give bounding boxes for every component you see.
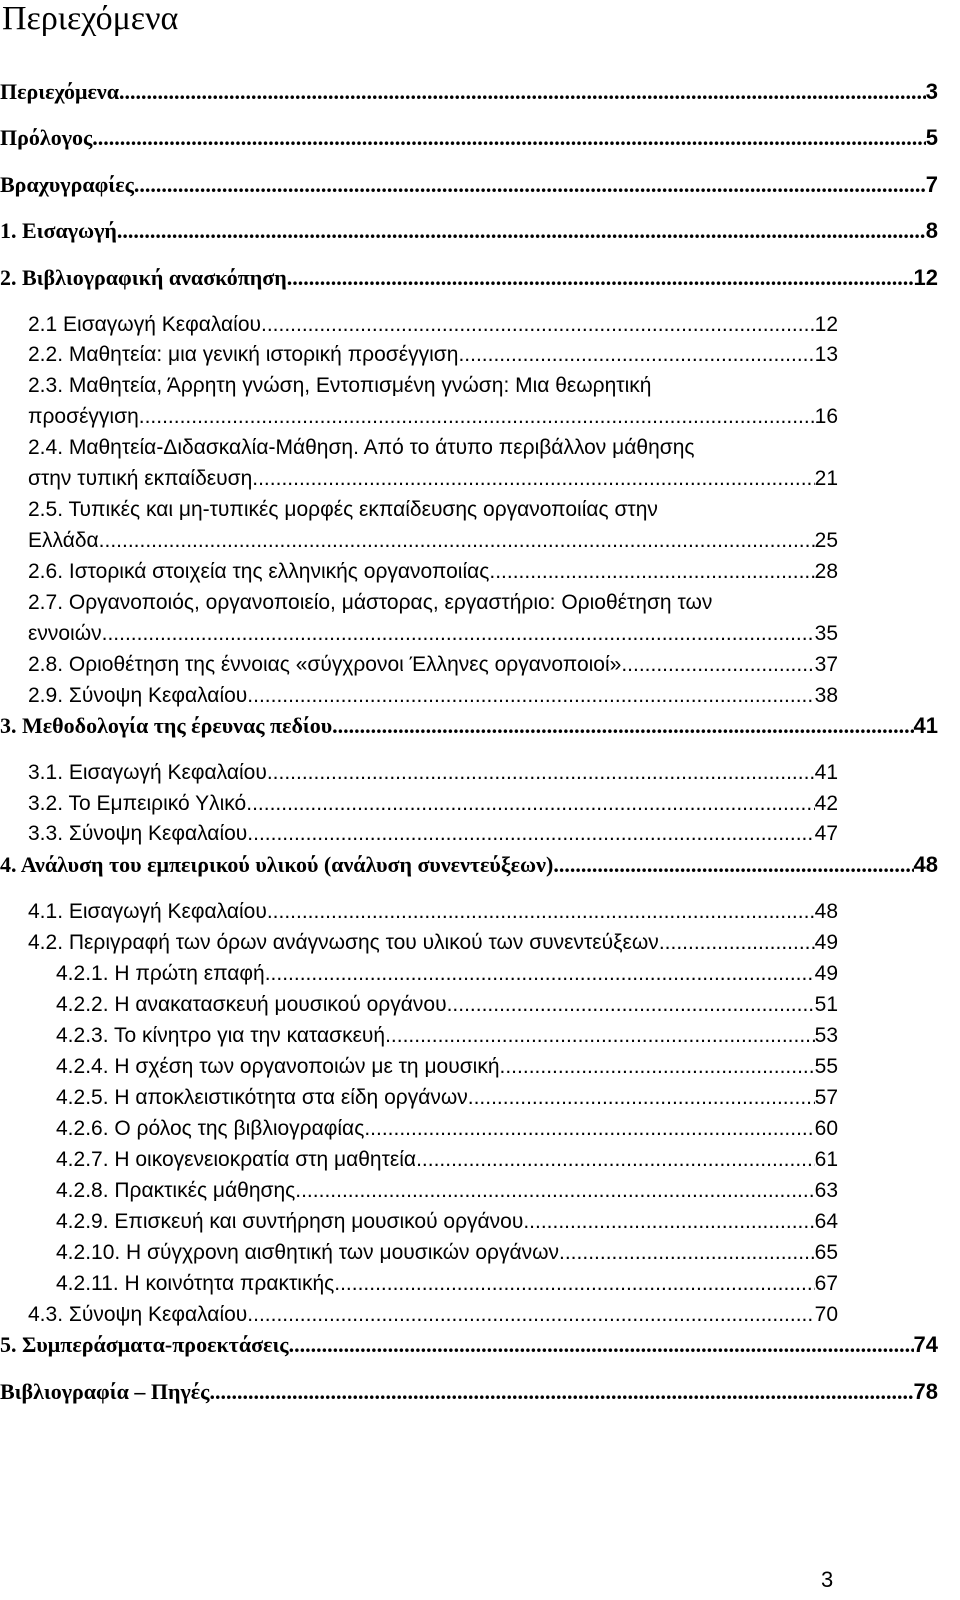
toc-entry-page: 51 [814, 993, 838, 1016]
toc-entry-label: 4.2.10. Η σύγχρονη αισθητική των μουσικών οργάνων [56, 1241, 560, 1264]
leader-dots [247, 1301, 814, 1329]
leader-dots [332, 712, 913, 740]
toc-entry-label: 4.2.4. Η σχέση των οργανοποιών με τη μουσική [56, 1055, 500, 1078]
toc-entry-label: Πρόλογος [0, 125, 93, 150]
toc-entry-page: 74 [913, 1332, 938, 1357]
leader-dots [364, 1115, 814, 1143]
page-title: Περιεχόμενα [2, 0, 179, 37]
leader-dots [252, 465, 814, 493]
leader-dots [416, 1146, 815, 1174]
toc-entry-chapter-3[interactable] [0, 712, 938, 740]
toc-entry-page: 64 [814, 1210, 838, 1233]
toc-entry-2-4[interactable] [28, 465, 838, 493]
toc-entry-page: 21 [814, 467, 838, 490]
leader-dots [267, 898, 815, 926]
toc-entry-page: 41 [814, 761, 838, 784]
toc-entry-page: 8 [925, 218, 938, 243]
toc-entry-2-1[interactable] [28, 311, 838, 339]
toc-entry-2-3-line1[interactable]: 2.3. Μαθητεία, Άρρητη γνώση, Εντοπισμένη γνώση: Μια θεωρητική [28, 374, 652, 397]
toc-entry-page: 53 [814, 1024, 838, 1047]
leader-dots [621, 651, 814, 679]
leader-dots [267, 759, 815, 787]
toc-entry-page: 48 [814, 900, 838, 923]
toc-entry-prologue[interactable] [0, 124, 938, 152]
toc-entry-label: 2.6. Ιστορικά στοιχεία της ελληνικής οργανοποιίας [28, 560, 490, 583]
leader-dots [295, 1177, 814, 1205]
leader-dots [289, 1331, 914, 1359]
toc-entry-3-2[interactable] [28, 790, 838, 818]
toc-entry-page: 78 [913, 1379, 938, 1404]
toc-entry-chapter-4[interactable] [0, 851, 938, 879]
leader-dots [489, 558, 814, 586]
toc-entry-page: 57 [814, 1086, 838, 1109]
toc-entry-2-6[interactable] [28, 558, 838, 586]
toc-entry-4-2-2[interactable] [56, 991, 838, 1019]
toc-entry-2-4-line1[interactable]: 2.4. Μαθητεία-Διδασκαλία-Μάθηση. Από το άτυπο περιβάλλον μάθησης [28, 436, 695, 459]
toc-entry-label: 5. Συμπεράσματα-προεκτάσεις [0, 1332, 289, 1357]
toc-entry-4-2-10[interactable] [56, 1239, 838, 1267]
page-number: 3 [821, 1567, 834, 1592]
toc-entry-page: 12 [814, 313, 838, 336]
toc-entry-label: εννοιών [28, 622, 102, 645]
toc-entry-label: 2. Βιβλιογραφική ανασκόπηση [0, 265, 287, 290]
toc-entry-page: 63 [814, 1179, 838, 1202]
toc-entry-contents[interactable] [0, 78, 938, 106]
leader-dots [468, 1084, 815, 1112]
toc-entry-4-3[interactable] [28, 1301, 838, 1329]
toc-entry-label: προσέγγιση [28, 405, 139, 428]
toc-entry-4-2[interactable] [28, 929, 838, 957]
leader-dots [447, 991, 815, 1019]
toc-entry-3-1[interactable] [28, 759, 838, 787]
toc-entry-4-2-7[interactable] [56, 1146, 838, 1174]
leader-dots [287, 264, 914, 292]
toc-entry-label: 4.2.11. Η κοινότητα πρακτικής [56, 1272, 335, 1295]
toc-entry-bibliography[interactable] [0, 1378, 938, 1406]
toc-entry-page: 67 [814, 1272, 838, 1295]
leader-dots [334, 1270, 814, 1298]
toc-entry-2-3[interactable] [28, 403, 838, 431]
toc-entry-page: 41 [913, 713, 938, 738]
toc-entry-chapter-5[interactable] [0, 1331, 938, 1359]
toc-entry-3-3[interactable] [28, 820, 838, 848]
toc-entry-page: 55 [814, 1055, 838, 1078]
leader-dots [139, 403, 815, 431]
toc-entry-2-5-line1[interactable]: 2.5. Τυπικές και μη-τυπικές μορφές εκπαίδευσης οργανοποιίας στην [28, 498, 658, 521]
leader-dots [117, 217, 926, 245]
toc-entry-4-2-3[interactable] [56, 1022, 838, 1050]
leader-dots [385, 1022, 815, 1050]
toc-entry-page: 48 [913, 852, 938, 877]
toc-entry-label: 4.3. Σύνοψη Κεφαλαίου [28, 1303, 248, 1326]
toc-entry-page: 60 [814, 1117, 838, 1140]
toc-entry-page: 49 [814, 962, 838, 985]
toc-entry-label: 3. Μεθοδολογία της έρευνας πεδίου [0, 713, 333, 738]
leader-dots [265, 960, 815, 988]
toc-entry-2-8[interactable] [28, 651, 838, 679]
toc-entry-4-2-5[interactable] [56, 1084, 838, 1112]
toc-entry-4-2-11[interactable] [56, 1270, 838, 1298]
toc-entry-page: 49 [814, 931, 838, 954]
toc-entry-label: 2.9. Σύνοψη Κεφαλαίου [28, 684, 248, 707]
leader-dots [247, 682, 814, 710]
toc-entry-chapter-2[interactable] [0, 264, 938, 292]
toc-entry-page: 16 [814, 405, 838, 428]
leader-dots [119, 78, 926, 106]
leader-dots [102, 620, 815, 648]
toc-entry-label: στην τυπική εκπαίδευση [28, 467, 253, 490]
toc-entry-label: 4.1. Εισαγωγή Κεφαλαίου [28, 900, 267, 923]
toc-entry-label: 2.1 Εισαγωγή Κεφαλαίου [28, 313, 261, 336]
toc-entry-page: 38 [814, 684, 838, 707]
toc-entry-label: 3.3. Σύνοψη Κεφαλαίου [28, 822, 248, 845]
toc-entry-page: 3 [925, 79, 938, 104]
toc-entry-label: 4.2.2. Η ανακατασκευή μουσικού οργάνου [56, 993, 447, 1016]
toc-entry-page: 61 [814, 1148, 838, 1171]
leader-dots [99, 527, 815, 555]
leader-dots [659, 929, 815, 957]
toc-entry-2-2[interactable] [28, 341, 838, 369]
toc-entry-label: 2.2. Μαθητεία: μια γενική ιστορική προσέγγιση [28, 343, 459, 366]
toc-entry-label: 2.8. Οριοθέτηση της έννοιας «σύγχρονοι Έλληνες οργανοποιοί» [28, 653, 622, 676]
toc-entry-4-2-8[interactable] [56, 1177, 838, 1205]
toc-entry-label: 4.2.9. Επισκευή και συντήρηση μουσικού οργάνου [56, 1210, 524, 1233]
toc-entry-page: 25 [814, 529, 838, 552]
toc-entry-label: Βιβλιογραφία – Πηγές [0, 1379, 210, 1404]
toc-entry-label: 4.2.5. Η αποκλειστικότητα στα είδη οργάνων [56, 1086, 468, 1109]
toc-entry-label: Περιεχόμενα [0, 79, 120, 104]
toc-entry-label: 4.2. Περιγραφή των όρων ανάγνωσης του υλικού των συνεντεύξεων [28, 931, 659, 954]
leader-dots [209, 1378, 913, 1406]
toc-entry-4-1[interactable] [28, 898, 838, 926]
toc-entry-label: 4.2.8. Πρακτικές μάθησης [56, 1179, 296, 1202]
leader-dots [553, 851, 913, 879]
toc-entry-label: 4.2.3. Το κίνητρο για την κατασκευή [56, 1024, 386, 1047]
leader-dots [523, 1208, 814, 1236]
toc-entry-label: 4.2.1. Η πρώτη επαφή [56, 962, 265, 985]
toc-entry-4-2-4[interactable] [56, 1053, 838, 1081]
toc-entry-label: 1. Εισαγωγή [0, 218, 117, 243]
toc-entry-4-2-6[interactable] [56, 1115, 838, 1143]
leader-dots [92, 124, 925, 152]
toc-entry-label: Ελλάδα [28, 529, 99, 552]
toc-entry-2-7[interactable] [28, 620, 838, 648]
toc-entry-page: 37 [814, 653, 838, 676]
toc-entry-page: 7 [925, 172, 938, 197]
toc-entry-page: 28 [814, 560, 838, 583]
toc-entry-page: 13 [814, 343, 838, 366]
toc-entry-4-2-1[interactable] [56, 960, 838, 988]
toc-entry-2-7-line1[interactable]: 2.7. Οργανοποιός, οργανοποιείο, μάστορας, εργαστήριο: Οριοθέτηση των [28, 591, 713, 614]
toc-entry-page: 12 [913, 265, 938, 290]
toc-entry-page: 42 [814, 792, 838, 815]
leader-dots [500, 1053, 815, 1081]
leader-dots [458, 341, 814, 369]
toc-entry-page: 70 [814, 1303, 838, 1326]
toc-entry-page: 35 [814, 622, 838, 645]
toc-entry-chapter-1[interactable] [0, 217, 938, 245]
toc-entry-label: 4. Ανάλυση του εμπειρικού υλικού (ανάλυση συνεντεύξεων) [0, 852, 554, 877]
toc-entry-abbreviations[interactable] [0, 171, 938, 199]
toc-entry-page: 65 [814, 1241, 838, 1264]
toc-entry-4-2-9[interactable] [56, 1208, 838, 1236]
toc-entry-label: 3.1. Εισαγωγή Κεφαλαίου [28, 761, 267, 784]
leader-dots [559, 1239, 815, 1267]
toc-entry-2-5[interactable] [28, 527, 838, 555]
toc-entry-label: 4.2.7. Η οικογενειοκρατία στη μαθητεία [56, 1148, 417, 1171]
leader-dots [261, 311, 815, 339]
toc-entry-label: 4.2.6. Ο ρόλος της βιβλιογραφίας [56, 1117, 365, 1140]
leader-dots [246, 790, 814, 818]
leader-dots [134, 171, 926, 199]
toc-entry-label: Βραχυγραφίες [0, 172, 134, 197]
toc-entry-page: 47 [814, 822, 838, 845]
toc-entry-2-9[interactable] [28, 682, 838, 710]
toc-entry-page: 5 [925, 125, 938, 150]
toc-entry-label: 3.2. Το Εμπειρικό Υλικό [28, 792, 247, 815]
leader-dots [247, 820, 814, 848]
